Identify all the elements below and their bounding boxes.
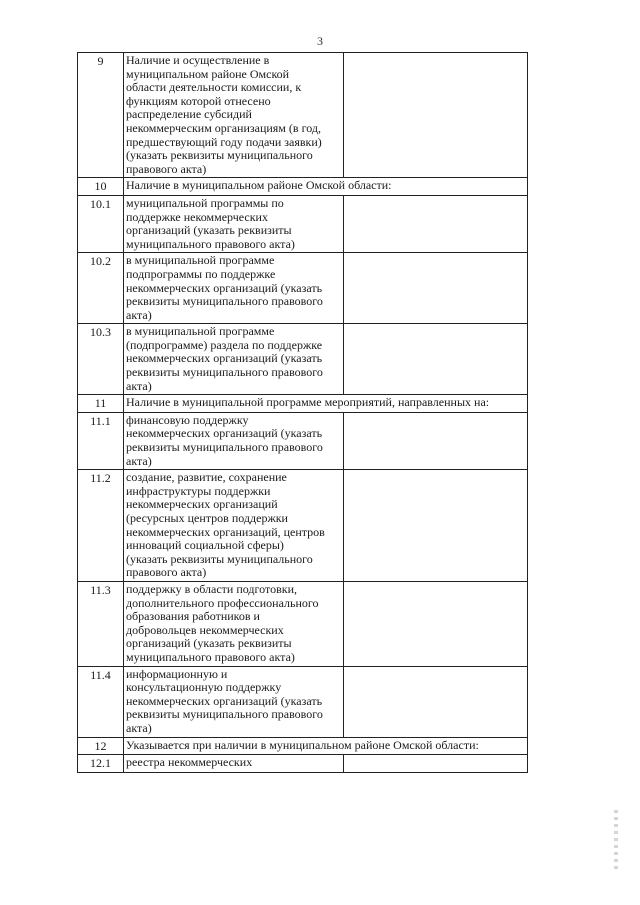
criterion-text-line: Наличие и осуществление в	[126, 53, 270, 67]
row-number: 11.3	[78, 581, 124, 666]
value-cell	[344, 666, 528, 737]
criterion-text-line: поддержке некоммерческих	[126, 209, 268, 224]
criterion-text-line: (ресурсных центров поддержки	[126, 511, 288, 525]
row-number: 11.4	[78, 666, 124, 737]
criterion-cell	[124, 195, 344, 252]
criterion-text-line: консультационную поддержку	[126, 680, 282, 695]
criterion-cell	[124, 755, 344, 773]
section-header-cell: Наличие в муниципальном районе Омской области:	[124, 178, 528, 196]
criterion-text-line: реквизиты муниципального правового	[126, 294, 323, 309]
row-number: 11.1	[78, 412, 124, 469]
criterion-cell	[124, 253, 344, 324]
table-row	[78, 666, 528, 737]
table-body	[78, 53, 528, 773]
criterion-text-line: акта)	[126, 720, 152, 735]
criterion-text-line: некоммерческим организациям (в год,	[126, 120, 321, 135]
criterion-text-line: в муниципальной программе	[126, 324, 275, 339]
row-number: 12.1	[78, 755, 124, 773]
row-number: 12	[78, 737, 124, 755]
value-cell	[344, 412, 528, 469]
criterion-text-line: правового акта)	[126, 565, 207, 580]
criterion-text-line: предшествующий году подачи заявки)	[126, 134, 322, 149]
scan-artifact	[614, 810, 618, 870]
criterion-text-line: образования работников и	[126, 609, 260, 624]
value-cell	[344, 755, 528, 773]
row-number: 10.3	[78, 324, 124, 395]
table-row	[78, 178, 528, 196]
criterion-text-line: акта)	[126, 378, 152, 393]
criterion-text-line: подпрограммы по поддержке	[126, 266, 276, 281]
criterion-text-line: акта)	[126, 307, 152, 322]
criterion-text-line: добровольцев некоммерческих	[126, 622, 284, 637]
criterion-cell	[124, 324, 344, 395]
criterion-cell	[124, 470, 344, 582]
criterion-text-line: инноваций социальной сферы)	[126, 538, 284, 553]
criterion-text-line: некоммерческих организаций (указать	[126, 351, 323, 366]
row-number: 10	[78, 178, 124, 196]
criterion-text-line: муниципального правового акта)	[126, 236, 295, 251]
table-row	[78, 412, 528, 469]
value-cell	[344, 581, 528, 666]
criterion-cell	[124, 581, 344, 666]
table-row	[78, 470, 528, 582]
criterion-cell	[124, 53, 344, 178]
table-row	[78, 53, 528, 178]
criterion-text-line: реквизиты муниципального правового	[126, 707, 323, 722]
criterion-text-line: дополнительного профессионального	[126, 595, 319, 610]
criterion-cell	[124, 666, 344, 737]
criterion-text-line: муниципального правового акта)	[126, 649, 295, 664]
criterion-text-line: реестра некоммерческих	[126, 755, 253, 770]
criterion-text-line: (указать реквизиты муниципального	[126, 551, 313, 566]
row-number: 11	[78, 395, 124, 413]
criterion-text-line: поддержку в области подготовки,	[126, 581, 297, 596]
criterion-text-line: некоммерческих организаций, центров	[126, 524, 325, 539]
table-row	[78, 395, 528, 413]
table-row	[78, 324, 528, 395]
criterion-text-line: реквизиты муниципального правового	[126, 440, 323, 455]
row-number: 10.2	[78, 253, 124, 324]
criterion-text-line: инфраструктуры поддержки	[126, 483, 271, 498]
criterion-text-line: организаций (указать реквизиты	[126, 636, 292, 651]
criterion-text-line: некоммерческих организаций (указать	[126, 693, 323, 708]
report-table	[77, 52, 528, 773]
criterion-text-line: некоммерческих организаций	[126, 497, 278, 512]
criterion-text-line: организаций (указать реквизиты	[126, 223, 292, 238]
section-header-cell: Указывается при наличии в муниципальном районе Омской области:	[124, 737, 528, 755]
criterion-text-line: некоммерческих организаций (указать	[126, 280, 323, 295]
criterion-text-line: (указать реквизиты муниципального	[126, 148, 313, 163]
value-cell	[344, 253, 528, 324]
criterion-text-line: финансовую поддержку	[126, 412, 249, 427]
value-cell	[344, 195, 528, 252]
value-cell	[344, 53, 528, 178]
criterion-text-line: информационную и	[126, 666, 228, 681]
criterion-text-line: (подпрограмме) раздела по поддержке	[126, 337, 323, 352]
criterion-text-line: муниципальном районе Омской	[126, 66, 290, 81]
criterion-text-line: акта)	[126, 453, 152, 468]
value-cell	[344, 324, 528, 395]
table-row	[78, 195, 528, 252]
table-row	[78, 737, 528, 755]
row-number: 11.2	[78, 470, 124, 582]
criterion-text-line: правового акта)	[126, 161, 207, 176]
criterion-text-line: создание, развитие, сохранение	[126, 470, 287, 485]
criterion-text-line: распределение субсидий	[126, 107, 252, 122]
criterion-text-line: муниципальной программы по	[126, 195, 284, 210]
criterion-text-line: некоммерческих организаций (указать	[126, 426, 323, 441]
criterion-text-line: в муниципальной программе	[126, 253, 275, 268]
row-number: 9	[78, 53, 124, 178]
value-cell	[344, 470, 528, 582]
page-number: 3	[317, 34, 323, 48]
criterion-cell	[124, 412, 344, 469]
table-row	[78, 253, 528, 324]
section-header-cell: Наличие в муниципальной программе мероприятий, направленных на:	[124, 395, 528, 413]
row-number: 10.1	[78, 195, 124, 252]
criterion-text-line: реквизиты муниципального правового	[126, 365, 323, 380]
table-row	[78, 755, 528, 773]
criterion-text-line: функциям которой отнесено	[126, 93, 271, 108]
table-row	[78, 581, 528, 666]
criterion-text-line: области деятельности комиссии, к	[126, 80, 302, 95]
